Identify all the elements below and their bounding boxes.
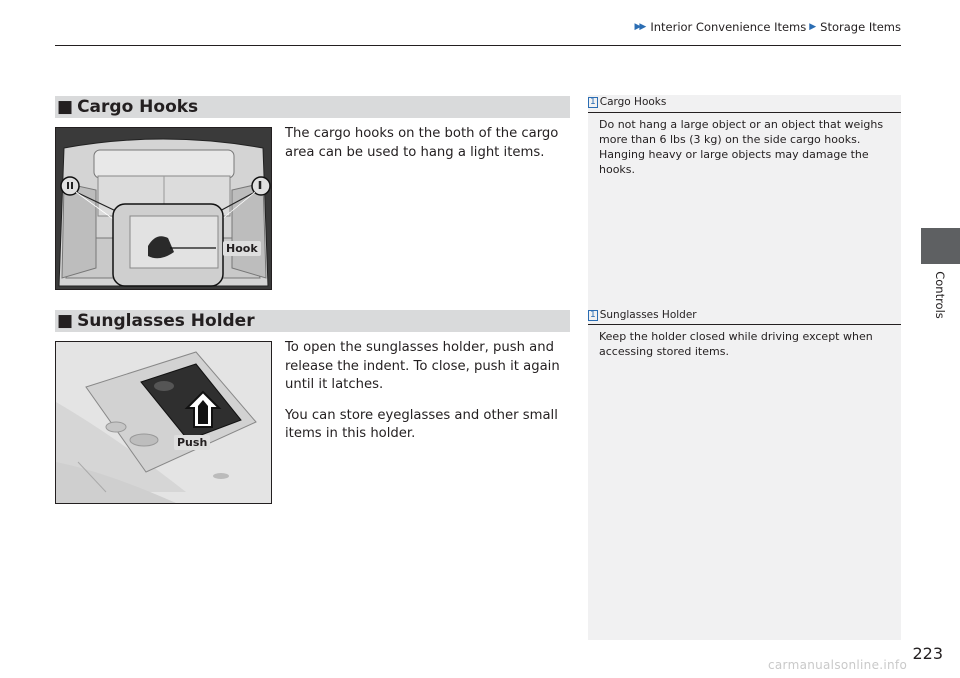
section-square-icon: ■ (57, 311, 74, 331)
paragraph: The cargo hooks on the both of the cargo area can be used to hang a light items. (285, 126, 559, 160)
watermark: carmanualsonline.info (768, 658, 908, 672)
note-divider (588, 324, 901, 325)
paragraph: You can store eyeglasses and other small items in this holder. (285, 407, 558, 441)
header-divider (55, 45, 901, 46)
page-number: 223 (912, 644, 943, 663)
chapter-tab-marker[interactable] (921, 228, 960, 264)
reference-icon: 1 (590, 309, 596, 320)
breadcrumb-arrow-icon: ▶ (809, 22, 815, 32)
cargo-area-illustration (56, 128, 271, 289)
chapter-tab-label[interactable]: Controls (933, 271, 947, 319)
overhead-console-illustration (56, 342, 271, 503)
note-title-sunglasses-holder: 1 Sunglasses Holder (590, 309, 697, 321)
note-title-cargo-hooks: 1 Cargo Hooks (590, 96, 667, 108)
breadcrumb-item[interactable]: Storage Items (820, 20, 901, 34)
section-title: Sunglasses Holder (77, 311, 255, 331)
breadcrumb-item[interactable]: Interior Convenience Items (650, 20, 807, 34)
section-square-icon: ■ (57, 97, 74, 117)
note-divider (588, 112, 901, 113)
note-text-cargo-hooks: Do not hang a large object or an object that weighs more than 6 lbs (3 kg) on the side cargo hooks. Hanging heavy or large objects may damage the hooks. (599, 118, 884, 176)
section-header-sunglasses-holder (55, 310, 570, 332)
reference-icon: 1 (590, 96, 596, 107)
hook-callout: Hook (223, 241, 261, 256)
breadcrumb (634, 20, 901, 34)
note-text-sunglasses-holder: Keep the holder closed while driving except when accessing stored items. (599, 330, 873, 358)
section-title: Cargo Hooks (77, 97, 199, 117)
paragraph: To open the sunglasses holder, push and release the indent. To close, push it again until it latches. (285, 340, 560, 392)
section-header-cargo-hooks (55, 96, 570, 118)
cargo-hooks-figure (55, 127, 272, 290)
sunglasses-holder-figure (55, 341, 272, 504)
cargo-hooks-body (285, 125, 575, 174)
push-callout: Push (174, 435, 210, 450)
breadcrumb-arrow-icon: ▶▶ (634, 22, 645, 32)
sunglasses-holder-body (285, 339, 575, 456)
